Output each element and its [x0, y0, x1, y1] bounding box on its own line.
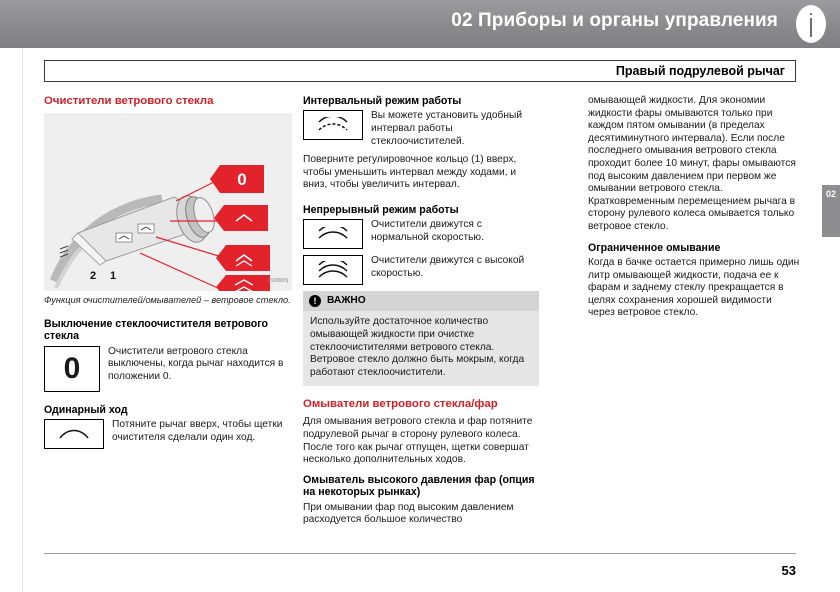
- info-icon: [796, 5, 826, 43]
- important-body: Используйте достаточное количество омывающей жидкости при очистке стеклоочистителями ветрового стекла. Ветровое стекло должно быть мокрым, когда работают стеклоочистители.: [310, 316, 525, 378]
- page-number: 53: [781, 563, 796, 578]
- interval-wipe-glyph: [316, 117, 350, 133]
- high-speed-row: [303, 255, 539, 285]
- column-three: [588, 95, 801, 327]
- illustration-graphic: [44, 113, 292, 291]
- wiper-off-row: [44, 346, 292, 392]
- limited-wash-text: Когда в бачке остается примерно лишь один литр омывающей жидкости, подача ее к фарам и заднему стеклу прекращается в целях сохранения хорошей видимости через ветровое стекло.: [588, 256, 800, 319]
- washers-text: Для омывания ветрового стекла и фар потяните подрулевой рычаг в сторону рулевого колеса. После того как рычаг отпущен, щетки совершат несколько дополнительных ходов.: [303, 416, 533, 466]
- wiper-off-text: Очистители ветрового стекла выключены, когда рычаг находится в положении 0.: [108, 345, 284, 382]
- single-wipe-icon: [44, 419, 104, 449]
- arrow-tag-single-wipe: [214, 205, 268, 231]
- interval-row: [303, 110, 539, 148]
- figure-caption: Функция очистителей/омывателей – ветровое стекло.: [44, 295, 291, 305]
- interval-heading: Интервальный режим работы: [303, 95, 462, 107]
- normal-speed-glyph: [316, 227, 350, 241]
- normal-speed-icon: [303, 219, 363, 249]
- high-speed-glyph: [316, 261, 350, 279]
- interval-wipe-icon: [303, 110, 363, 140]
- arrow-tag-high-speed: [216, 275, 270, 291]
- wipers-heading: Очистители ветрового стекла: [44, 95, 214, 107]
- hp-washer-heading: Омыватель высокого давления фар (опция на некоторых рынках): [303, 473, 535, 499]
- interval-text-rest: Поверните регулировочное кольцо (1) вверх, чтобы уменьшить интервал между ходами, и вниз, чтобы увеличить интервал.: [303, 154, 517, 191]
- important-box: [303, 291, 539, 386]
- single-wipe-glyph: [57, 427, 91, 441]
- single-wipe-heading: Одинарный ход: [44, 403, 128, 416]
- normal-speed-text: Очистители движутся с нормальной скоростью.: [371, 219, 484, 243]
- important-title-bar: [303, 291, 539, 311]
- svg-text:1: 1: [110, 270, 117, 282]
- important-title: ВАЖНО: [327, 295, 366, 307]
- washers-heading: Омыватели ветрового стекла/фар: [303, 398, 498, 411]
- arrow-tag-0: [210, 165, 264, 193]
- zero-glyph: 0: [63, 351, 81, 385]
- wiper-stalk-illustration: [44, 113, 292, 291]
- arrow-tag-interval: [216, 245, 270, 271]
- interval-text-inline: Вы можете установить удобный интервал работы стеклоочистителей.: [371, 110, 523, 147]
- column-one: [44, 95, 292, 455]
- chapter-bar: [44, 60, 796, 82]
- page-title: 02 Приборы и органы управления: [451, 10, 778, 31]
- zero-position-icon: [44, 346, 100, 392]
- normal-speed-row: [303, 219, 539, 249]
- left-margin-rule: [22, 48, 23, 592]
- column-two: [303, 95, 539, 534]
- figure-code: 3600883j: [267, 278, 288, 285]
- single-wipe-text: Потяните рычаг вверх, чтобы щетки очистителя сделали один ход.: [112, 419, 283, 443]
- chapter-side-tab: 02: [822, 185, 840, 237]
- exclamation-icon: !: [309, 295, 321, 307]
- high-speed-text: Очистители движутся с высокой скоростью.: [371, 255, 525, 279]
- single-wipe-row: [44, 419, 292, 449]
- page-header: [0, 0, 840, 48]
- svg-text:0: 0: [237, 170, 247, 189]
- continuous-heading: Непрерывный режим работы: [303, 203, 459, 216]
- svg-text:2: 2: [90, 270, 97, 282]
- footer-rule: [44, 553, 796, 554]
- continued-text: омывающей жидкости. Для экономии жидкости фары омываются только при каждом пятом омывании (в пределах десятиминутного интервала). Если после последнего омывания ветрового стекла проходит более 10 минут, фары омываются под высоким давлением при первом же омывании ветрового стекла. Кратковременным перемещением рычага в сторону рулевого колеса омывается только ветровое стекло.: [588, 95, 796, 232]
- wiper-off-heading: Выключение стеклоочистителя ветрового стекла: [44, 318, 268, 343]
- hp-washer-text: При омывании фар под высоким давлением расходуется большое количество: [303, 501, 514, 526]
- chapter-bar-label: Правый подрулевой рычаг: [615, 64, 785, 78]
- limited-wash-heading: Ограниченное омывание: [588, 241, 721, 254]
- high-speed-icon: [303, 255, 363, 285]
